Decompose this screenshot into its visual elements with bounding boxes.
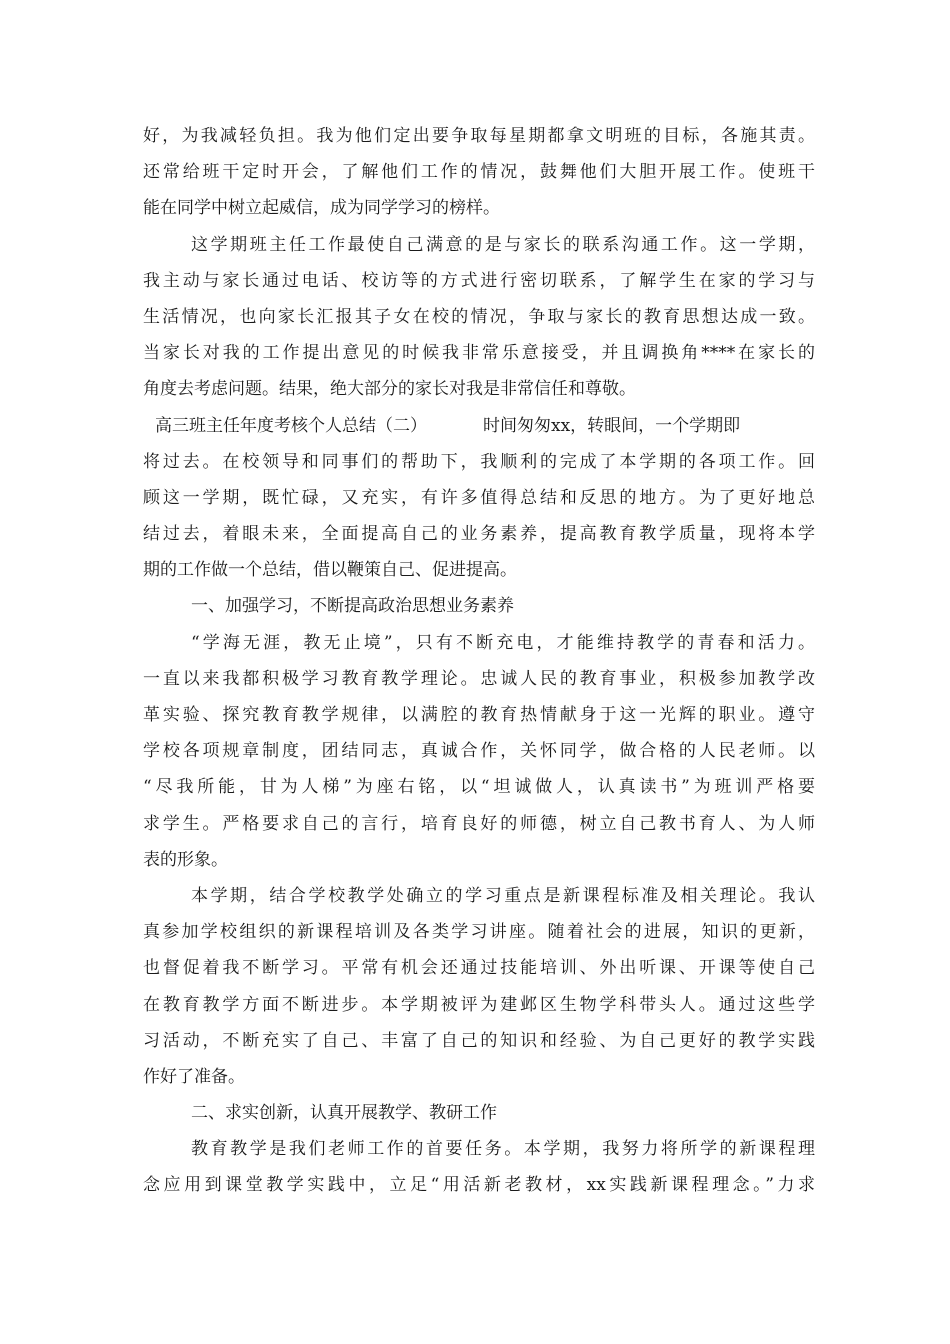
- text-line: 顾这一学期，既忙碌，又充实，有许多值得总结和反思的地方。为了更好地总: [143, 487, 815, 508]
- text-line: 真参加学校组织的新课程培训及各类学习讲座。随着社会的进展，知识的更新，: [143, 922, 815, 943]
- text-line: 能在同学中树立起威信，成为同学学习的榜样。: [143, 198, 500, 219]
- text-line: “尽我所能，甘为人梯”为座右铭，以“坦诚做人，认真读书”为班训严格要: [143, 777, 815, 798]
- text-line: 生活情况，也向家长汇报其子女在校的情况，争取与家长的教育思想达成一致。: [143, 306, 815, 327]
- paragraph-start: “学海无涯，教无止境”，只有不断充电，才能维持教学的青春和活力。: [191, 632, 815, 653]
- paragraph-start: 本学期，结合学校教学处确立的学习重点是新课程标准及相关理论。我认: [191, 885, 815, 906]
- text-line: 我主动与家长通过电话、校访等的方式进行密切联系，了解学生在家的学习与: [143, 270, 815, 291]
- text-line: 将过去。在校领导和同事们的帮助下，我顺利的完成了本学期的各项工作。回: [143, 451, 815, 472]
- text-line: 表的形象。: [143, 849, 228, 870]
- text-line: 学校各项规章制度，团结同志，真诚合作，关怀同学，做合格的人民老师。以: [143, 741, 815, 762]
- text-line: 角度去考虑问题。结果，绝大部分的家长对我是非常信任和尊敬。: [143, 379, 636, 400]
- text-line: 还常给班干定时开会，了解他们工作的情况，鼓舞他们大胆开展工作。使班干: [143, 162, 815, 183]
- text-line: 好，为我减轻负担。我为他们定出要争取每星期都拿文明班的目标，各施其责。: [143, 126, 815, 146]
- section-title-line: [143, 408, 815, 444]
- text-line: 念应用到课堂教学实践中，立足“用活新老教材，xx实践新课程理念。”力求: [143, 1175, 815, 1196]
- document-page: [143, 118, 815, 1204]
- text-line: 结过去，着眼未来，全面提高自己的业务素养，提高教育教学质量，现将本学: [143, 524, 815, 545]
- text-line: 当家长对我的工作提出意见的时候我非常乐意接受，并且调换角****在家长的: [143, 343, 815, 364]
- paragraph-start: 教育教学是我们老师工作的首要任务。本学期，我努力将所学的新课程理: [191, 1139, 815, 1160]
- text-line: 一直以来我都积极学习教育教学理论。忠诚人民的教育事业，积极参加教学改: [143, 668, 815, 689]
- text-line: 时间匆匆xx，转眼间，一个学期即: [483, 415, 741, 436]
- text-line: 也督促着我不断学习。平常有机会还通过技能培训、外出听课、开课等使自己: [143, 958, 815, 979]
- text-line: 革实验、探究教育教学规律，以满腔的教育热情献身于这一光辉的职业。遵守: [143, 705, 815, 725]
- text-line: 作好了准备。: [143, 1066, 245, 1087]
- text-line: 在教育教学方面不断进步。本学期被评为建邺区生物学科带头人。通过这些学: [143, 994, 815, 1015]
- document-subtitle: 高三班主任年度考核个人总结（二）: [155, 415, 427, 436]
- section-heading: 一、加强学习，不断提高政治思想业务素养: [191, 596, 514, 617]
- section-heading: 二、求实创新，认真开展教学、教研工作: [191, 1103, 497, 1124]
- text-line: 习活动，不断充实了自己、丰富了自己的知识和经验、为自己更好的教学实践: [143, 1030, 815, 1051]
- text-line: 求学生。严格要求自己的言行，培育良好的师德，树立自己教书育人、为人师: [143, 813, 815, 834]
- text-line: 期的工作做一个总结，借以鞭策自己、促进提高。: [143, 560, 517, 581]
- paragraph-start: 这学期班主任工作最使自己满意的是与家长的联系沟通工作。这一学期，: [191, 234, 815, 255]
